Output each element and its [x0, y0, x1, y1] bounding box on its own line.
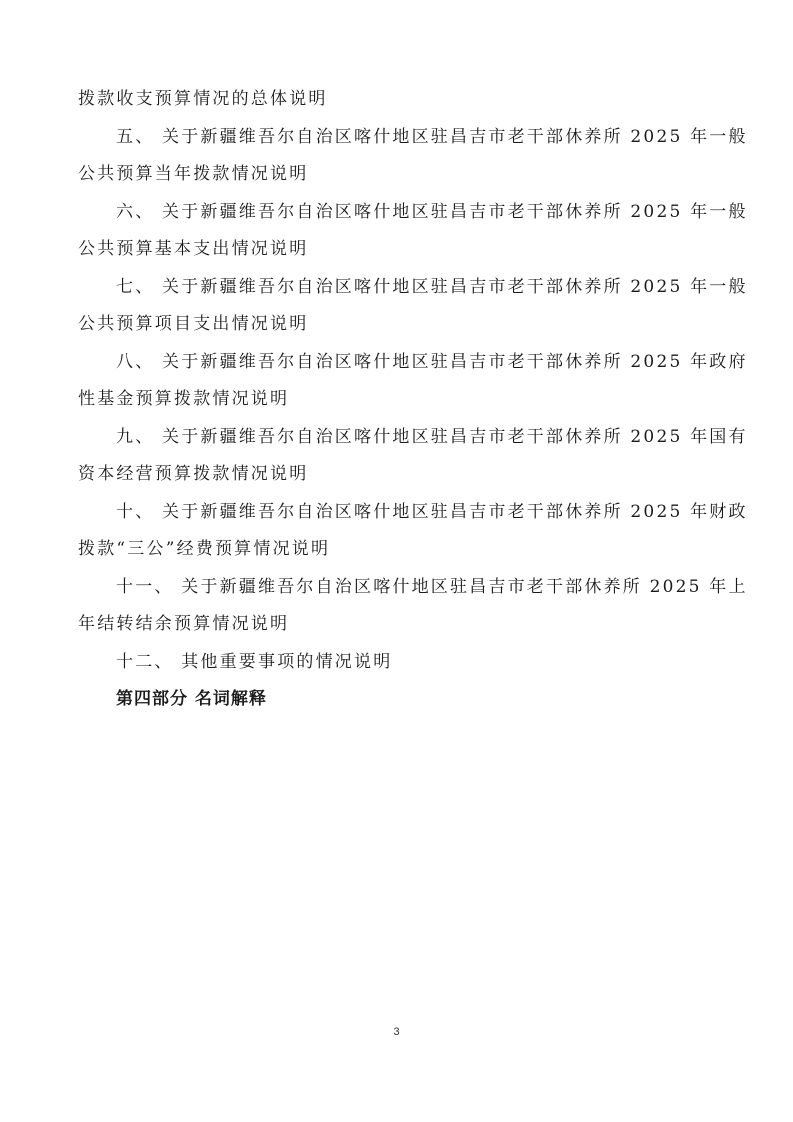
- toc-item-8: 八、 关于新疆维吾尔自治区喀什地区驻昌吉市老干部休养所 2025 年政府: [116, 352, 748, 372]
- toc-item-9: 九、 关于新疆维吾尔自治区喀什地区驻昌吉市老干部休养所 2025 年国有: [116, 427, 748, 447]
- toc-item-12: 十二、 其他重要事项的情况说明: [116, 652, 393, 672]
- toc-item-7: 七、 关于新疆维吾尔自治区喀什地区驻昌吉市老干部休养所 2025 年一般: [116, 277, 748, 297]
- text-line: 拨款“三公”经费预算情况说明: [78, 539, 331, 559]
- text-line: 性基金预算拨款情况说明: [78, 389, 290, 409]
- text-line: 拨款收支预算情况的总体说明: [78, 89, 328, 109]
- text-line: 年结转结余预算情况说明: [78, 614, 290, 634]
- toc-item-11: 十一、 关于新疆维吾尔自治区喀什地区驻昌吉市老干部休养所 2025 年上: [116, 577, 748, 597]
- toc-item-10: 十、 关于新疆维吾尔自治区喀什地区驻昌吉市老干部休养所 2025 年财政: [116, 502, 748, 522]
- text-line: 资本经营预算拨款情况说明: [78, 464, 309, 484]
- toc-item-6: 六、 关于新疆维吾尔自治区喀什地区驻昌吉市老干部休养所 2025 年一般: [116, 202, 748, 222]
- text-line: 公共预算基本支出情况说明: [78, 239, 309, 259]
- section-heading: 第四部分 名词解释: [116, 689, 267, 709]
- text-line: 公共预算项目支出情况说明: [78, 314, 309, 334]
- text-line: 公共预算当年拨款情况说明: [78, 164, 309, 184]
- toc-item-5: 五、 关于新疆维吾尔自治区喀什地区驻昌吉市老干部休养所 2025 年一般: [116, 127, 748, 147]
- page-number: 3: [393, 1026, 400, 1038]
